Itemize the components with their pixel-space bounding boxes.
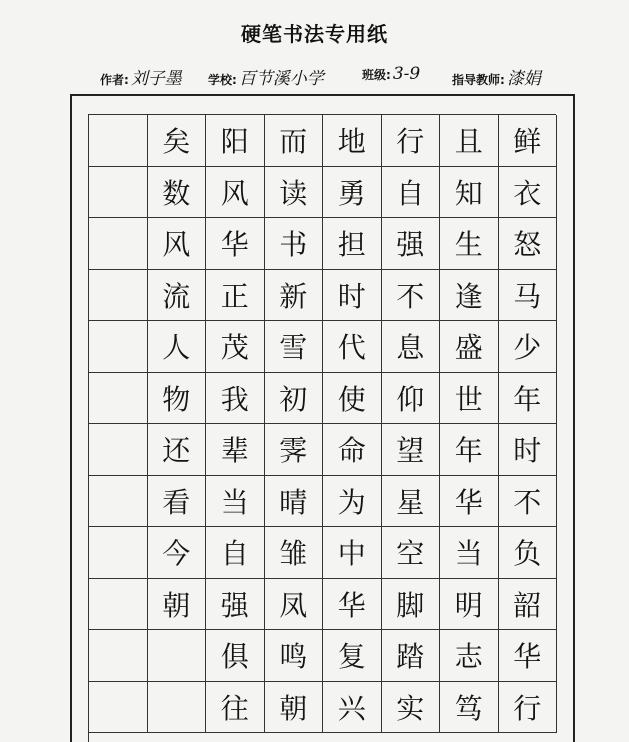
grid-column (89, 115, 148, 742)
character-cell: 怒 (499, 218, 558, 270)
class-value: 3-9 (392, 64, 421, 84)
character-cell: 脚 (382, 579, 441, 631)
character-cell: 行 (499, 682, 558, 734)
empty-cell (89, 630, 148, 682)
writing-grid (88, 114, 556, 742)
character-cell: 年 (440, 424, 499, 476)
character-cell: 年 (499, 373, 558, 425)
page-title: 硬笔书法专用纸 (241, 22, 388, 46)
teacher-value: 漆娟 (506, 69, 541, 89)
character-cell: 物 (148, 373, 207, 425)
character-cell: 逢 (440, 270, 499, 322)
class-label: 班级: (362, 68, 391, 82)
character-cell: 行 (382, 115, 441, 167)
character-cell: 矣 (148, 115, 207, 167)
info-header (100, 64, 580, 89)
grid-column (148, 115, 207, 742)
character-cell: 自 (206, 527, 265, 579)
character-cell: 读 (265, 167, 324, 219)
character-cell: 自 (382, 167, 441, 219)
grid-column (206, 115, 265, 742)
character-cell: 数 (148, 167, 207, 219)
character-cell: 使 (323, 373, 382, 425)
character-cell: 中 (323, 527, 382, 579)
character-cell: 正 (206, 270, 265, 322)
author-value: 刘子墨 (130, 69, 182, 89)
character-cell: 衣 (499, 167, 558, 219)
character-cell: 晴 (265, 476, 324, 528)
character-cell: 不 (382, 270, 441, 322)
character-cell: 雏 (265, 527, 324, 579)
empty-cell (89, 321, 148, 373)
character-cell: 鲜 (499, 115, 558, 167)
empty-cell (89, 682, 148, 734)
empty-cell (89, 115, 148, 167)
character-cell: 空 (382, 527, 441, 579)
character-cell: 盛 (440, 321, 499, 373)
character-cell: 强 (382, 218, 441, 270)
school-label: 学校: (208, 73, 237, 87)
character-cell: 少 (499, 321, 558, 373)
character-cell: 华 (499, 630, 558, 682)
character-cell: 朝 (148, 579, 207, 631)
empty-cell (89, 579, 148, 631)
character-cell: 不 (499, 476, 558, 528)
empty-cell (89, 218, 148, 270)
character-cell: 地 (323, 115, 382, 167)
character-cell: 朝 (265, 682, 324, 734)
character-cell: 流 (148, 270, 207, 322)
school-value: 百节溪小学 (238, 69, 324, 89)
character-cell: 负 (499, 527, 558, 579)
character-cell: 兴 (323, 682, 382, 734)
grid-column (382, 115, 441, 742)
character-cell: 时 (499, 424, 558, 476)
character-cell: 而 (265, 115, 324, 167)
empty-cell (89, 527, 148, 579)
character-cell: 强 (206, 579, 265, 631)
character-cell: 仰 (382, 373, 441, 425)
school-field (208, 64, 324, 89)
character-cell: 书 (265, 218, 324, 270)
character-cell: 人 (148, 321, 207, 373)
character-cell: 实 (382, 682, 441, 734)
character-cell: 勇 (323, 167, 382, 219)
character-cell: 世 (440, 373, 499, 425)
empty-cell (89, 424, 148, 476)
character-cell: 代 (323, 321, 382, 373)
character-cell: 华 (206, 218, 265, 270)
grid-column (499, 115, 558, 742)
character-cell: 命 (323, 424, 382, 476)
character-cell: 且 (440, 115, 499, 167)
character-cell: 复 (323, 630, 382, 682)
character-cell: 辈 (206, 424, 265, 476)
character-cell: 当 (440, 527, 499, 579)
empty-cell (89, 270, 148, 322)
character-cell: 笃 (440, 682, 499, 734)
character-cell: 鸣 (265, 630, 324, 682)
author-field (100, 64, 182, 89)
character-cell: 风 (206, 167, 265, 219)
character-cell: 息 (382, 321, 441, 373)
character-cell: 风 (148, 218, 207, 270)
character-cell: 茂 (206, 321, 265, 373)
empty-cell (89, 167, 148, 219)
character-cell: 望 (382, 424, 441, 476)
character-cell: 踏 (382, 630, 441, 682)
character-cell: 霁 (265, 424, 324, 476)
character-cell: 我 (206, 373, 265, 425)
character-cell: 今 (148, 527, 207, 579)
character-cell: 雪 (265, 321, 324, 373)
author-label: 作者: (100, 73, 129, 87)
grid-column (323, 115, 382, 742)
empty-cell (148, 630, 207, 682)
character-cell: 华 (323, 579, 382, 631)
character-cell: 星 (382, 476, 441, 528)
empty-cell (89, 476, 148, 528)
character-cell: 还 (148, 424, 207, 476)
character-cell: 明 (440, 579, 499, 631)
character-cell: 马 (499, 270, 558, 322)
character-cell: 为 (323, 476, 382, 528)
character-cell: 当 (206, 476, 265, 528)
empty-cell (89, 373, 148, 425)
empty-cell (148, 682, 207, 734)
character-cell: 新 (265, 270, 324, 322)
class-field (362, 64, 420, 84)
character-cell: 华 (440, 476, 499, 528)
grid-column (440, 115, 499, 742)
character-cell: 往 (206, 682, 265, 734)
character-cell: 看 (148, 476, 207, 528)
grid-column (265, 115, 324, 742)
character-cell: 韶 (499, 579, 558, 631)
character-cell: 初 (265, 373, 324, 425)
character-cell: 担 (323, 218, 382, 270)
character-cell: 生 (440, 218, 499, 270)
character-cell: 凤 (265, 579, 324, 631)
character-cell: 阳 (206, 115, 265, 167)
character-cell: 俱 (206, 630, 265, 682)
character-cell: 时 (323, 270, 382, 322)
teacher-field (452, 64, 541, 89)
character-cell: 志 (440, 630, 499, 682)
teacher-label: 指导教师: (452, 73, 505, 87)
character-cell: 知 (440, 167, 499, 219)
